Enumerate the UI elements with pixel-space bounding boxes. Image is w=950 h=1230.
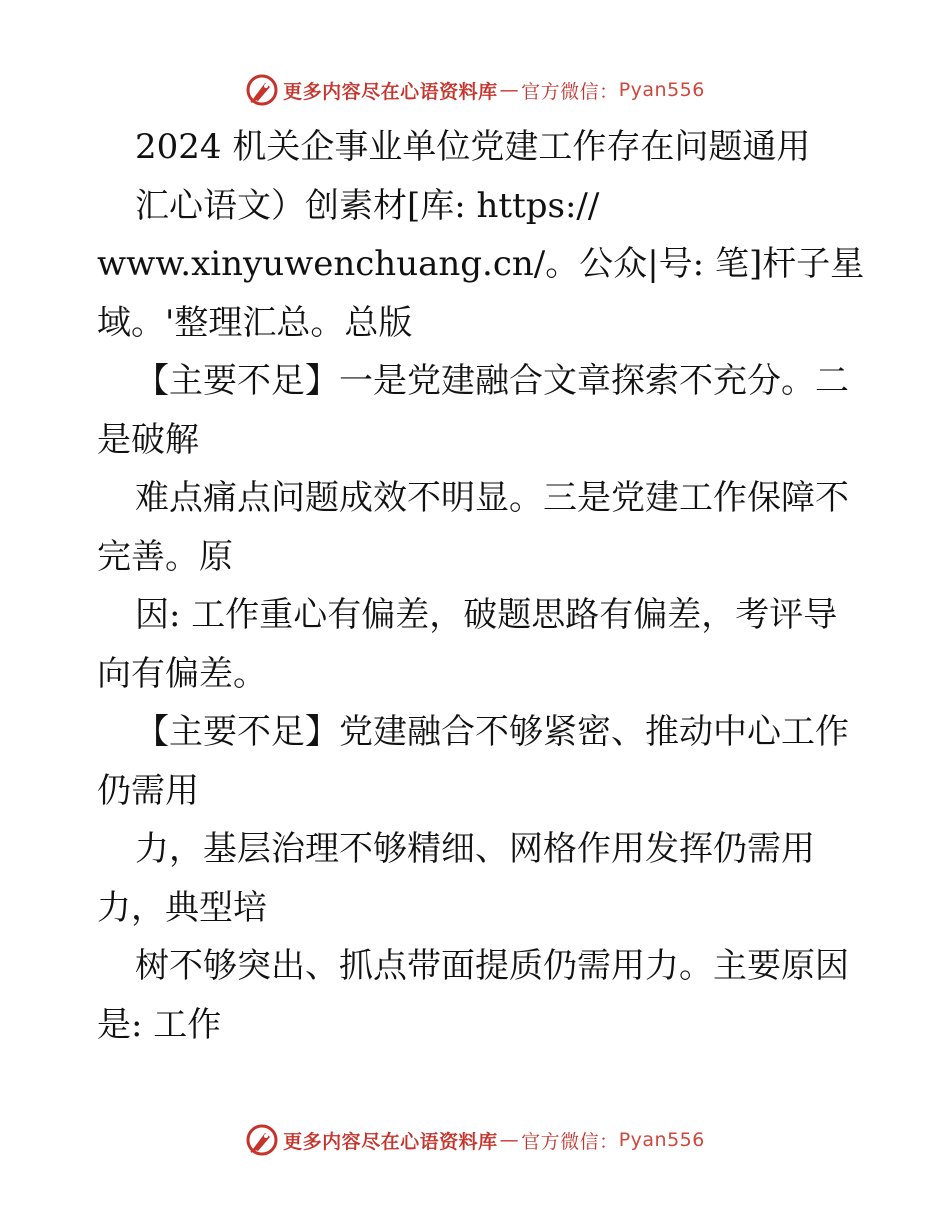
text-line: 是破解 — [97, 419, 199, 460]
text-line: 力，基层治理不够精细、网格作用发挥仍需用 — [135, 829, 815, 869]
header-banner-text: 更多内容尽在心语资料库 — [283, 80, 498, 103]
text-line: 因: 工作重心有偏差，破题思路有偏差，考评导 — [135, 595, 838, 635]
text-line: www.xinyuwenchuang.cn/。公众|号: 笔]杆子星 — [97, 244, 865, 284]
text-line: 难点痛点问题成效不明显。三是党建工作保障不 — [135, 478, 849, 518]
text-line: 向有偏差。 — [97, 653, 267, 694]
footer-banner-separator: — — [499, 1129, 520, 1151]
text-line: 汇心语文）创素材[库: https:// — [135, 185, 600, 226]
header-banner — [0, 70, 950, 110]
pen-nib-logo-icon — [245, 73, 279, 107]
header-wechat-label: 官方微信： — [521, 80, 619, 103]
text-line: 域。'整理汇总。总版 — [97, 302, 413, 343]
text-line: 力，典型培 — [97, 887, 267, 928]
footer-banner-text: 更多内容尽在心语资料库 — [283, 1130, 498, 1153]
pen-nib-logo-icon — [245, 1123, 279, 1157]
text-line: 树不够突出、抓点带面提质仍需用力。主要原因 — [135, 946, 849, 986]
footer-wechat-label: 官方微信： — [521, 1130, 619, 1153]
header-banner-separator: — — [499, 79, 520, 101]
header-wechat-id: Pyan556 — [618, 79, 705, 101]
footer-banner — [0, 1120, 950, 1160]
text-line: 【主要不足】党建融合不够紧密、推动中心工作 — [135, 712, 849, 752]
document-title-line: 2024 机关企事业单位党建工作存在问题通用 — [135, 127, 811, 167]
text-line: 【主要不足】一是党建融合文章探索不充分。二 — [135, 361, 849, 401]
document-body — [97, 118, 867, 1054]
text-line: 是: 工作 — [97, 1004, 222, 1045]
text-line: 仍需用 — [97, 770, 199, 811]
text-line: 完善。原 — [97, 536, 233, 577]
footer-wechat-id: Pyan556 — [618, 1129, 705, 1151]
